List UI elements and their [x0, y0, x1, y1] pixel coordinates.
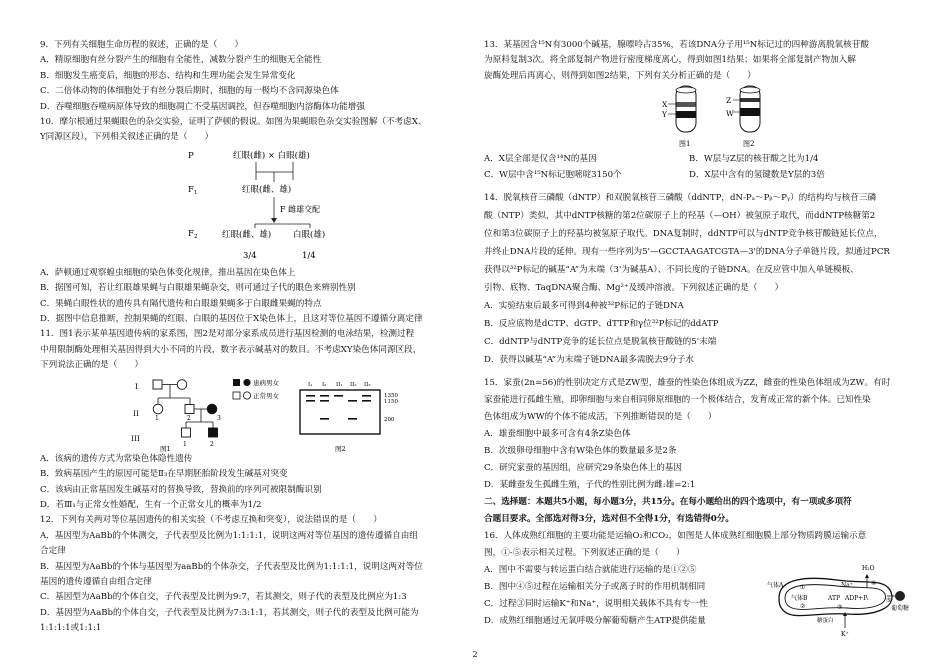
q13-fig1-caption: 图1 — [679, 140, 691, 149]
q16-n5: ⑤ — [886, 597, 892, 605]
q10-label-f2: F — [188, 228, 194, 239]
q11-stem-2: 中用限制酶处理相关基因得到大小不同的片段，数字表示碱基对的数目。不考虑XY染色体同源区段， — [40, 344, 422, 355]
q14-option-b: B．反应底物是dCTP、dGTP、dTTP和γ位³²P标记的ddATP — [484, 319, 719, 330]
q16-gas-a: 气体A — [767, 582, 784, 590]
q16-gas-b: 气体B — [791, 595, 808, 603]
q11-lane-4: II₂ — [350, 381, 357, 388]
q9-stem: 9．下列有关细胞生命历程的叙述，正确的是（ ） — [40, 40, 244, 50]
section2-heading-1: 二、选择题：本题共5小题，每小题3分，共15分。在每小题给出的四个选项中，有一项或多项符 — [484, 497, 852, 508]
q14-stem-4: 并终止DNA片段的延伸。现有一些序列为5'—GCCTAAGATCGTA—3'的DNA分子单链片段，拟通过PCR — [484, 247, 890, 258]
q16-n1: ① — [800, 584, 806, 592]
q11-stem-3: 下列说法正确的是（ ） — [40, 360, 144, 371]
q16-options — [484, 562, 764, 630]
q15-option-b: B．次级卵母细胞中含有W染色体的数量最多是2条 — [484, 446, 677, 457]
q9-option-d: D．吞噬细胞吞噬病原体导致的细胞凋亡不受基因调控，但吞噬细胞内溶酶体功能增强 — [40, 101, 365, 112]
q16-n2: ② — [800, 603, 806, 611]
q10-stem-1: 10．摩尔根通过果蝇眼色的杂交实验，证明了萨顿的假说。如图为果蝇眼色杂交实验图解（不考虑X、 — [40, 117, 427, 128]
q15-option-c: C．研究家蚕的基因组，应研究29条染色体上的基因 — [484, 463, 682, 474]
q10-cross-diagram — [40, 146, 465, 266]
q15-option-a: A．雄蚕细胞中最多可含有4条Z染色体 — [484, 429, 631, 440]
q10-option-d: D．据图中信息推断，控制果蝇的红眼、白眼的基因位于X染色体上，且这对等位基因不遵循分离定律 — [40, 314, 423, 325]
q11-lane-3: II₁ — [336, 381, 343, 388]
q11-stem-1: 11．图1表示某单基因遗传病的家系图，图2是对部分家系成员进行基因检测的电泳结果，检测过程 — [40, 329, 415, 340]
q10-f2-red: 红眼(雌、雄) — [222, 229, 272, 240]
q10-f1-phenotype: 红眼(雌、雄) — [242, 184, 292, 195]
q13-option-d: D．X层中含有的氢键数是Y层的3倍 — [689, 169, 825, 180]
q13-option-a: A．X层全部是仅含¹⁴N的基因 — [484, 154, 597, 165]
q10-option-a: A．萨顿通过观察蝗虫细胞的染色体变化规律，推出基因在染色体上 — [40, 267, 296, 278]
q11-figures — [40, 374, 465, 452]
q11-pedigree-gel-svg — [40, 374, 465, 452]
q14-stem-2: 酸（NTP）类似，其中dNTP核糖的第2位碳原子上的羟基（—OH）被氢原子取代，而ddNTP核糖第2 — [484, 211, 876, 222]
q16-water: H₂O — [862, 565, 875, 573]
q13-label-z: Z — [726, 96, 732, 106]
q12-option-a-2: 合定律 — [40, 546, 66, 557]
q14-stem-3: 位和第3位碳原子上的羟基均被氢原子取代。DNA复制时，ddNTP可以与dNTP竞争核苷酸链延长位点， — [484, 229, 883, 240]
q14-stem-1: 14．脱氧核苷三磷酸（dNTP）和双脱氧核苷三磷酸（ddNTP，dN-Pₐ～Pᵦ～Pᵧ）的结构均与核苷三磷 — [484, 193, 877, 204]
q11-legend-normal: 正常男女 — [253, 391, 279, 400]
q13-label-y: Y — [662, 110, 667, 120]
q16-adp: ADP+Pᵢ — [845, 595, 869, 603]
q9-option-c: C．二倍体动物的体细胞处于有丝分裂后期时，细胞的每一极均不含同源染色体 — [40, 86, 339, 97]
q12-option-d-1: D．基因型为AaBb的个体自交，子代表型及比例为7:3:1:1，若其测交，则子代的表型及比例可能为 — [40, 607, 419, 618]
q16-stem-2: 图，①-⑤表示相关过程。下列叙述正确的是（ ） — [484, 548, 685, 559]
q11-gen-3: III — [131, 433, 140, 443]
q14-stem-5: 获得以³²P标记的碱基“A”为末端（3'为碱基A）、不同长度的子链DNA。在反应管中加入单链模板、 — [484, 265, 859, 276]
q11-fig2-caption: 图2 — [335, 444, 346, 452]
q11-bp-200: 200 — [384, 416, 395, 423]
left-column — [40, 38, 465, 637]
q11-legend-affected: 患病男女 — [253, 378, 279, 387]
q11-pedigree-n1b: 1 — [183, 440, 187, 448]
q16-stem-1: 16．人体成熟红细胞的主要功能是运输O₂和CO₂，如图是人体成熟红细胞膜上部分物质跨膜运输示意 — [484, 531, 867, 542]
q13-stem-1: 13．某基因含¹⁵N有3000个碱基，腺嘌呤占35%，若该DNA分子用¹⁵N标记过的四种游离脱氧核苷酸 — [484, 40, 869, 50]
q13-fig2-caption: 图2 — [743, 140, 755, 149]
section2-heading-2: 合题目要求。全部选对得3分，选对但不全得1分，有选错得0分。 — [484, 514, 734, 525]
q11-pedigree-n2: 2 — [187, 414, 191, 422]
q13-label-w: W — [726, 109, 734, 119]
q16-k: K⁺ — [841, 631, 849, 639]
q11-option-b: B．致病基因产生的原因可能是Ⅱ₃在早期胚胎阶段发生碱基对突变 — [40, 469, 288, 480]
q11-lane-1: I₁ — [308, 381, 313, 388]
q16-n3: ③ — [837, 604, 843, 612]
q13-label-x: X — [662, 100, 668, 110]
q10-ratio-red: 3/4 — [243, 250, 257, 261]
q10-stem-2: Y同源区段），下列相关叙述正确的是（ ） — [40, 132, 214, 143]
q11-option-d: D．若Ⅲ₁与正常女性婚配，生有一个正常女儿的概率为1/2 — [40, 499, 262, 510]
q12-option-b-2: 基因的遗传遵循自由组合定律 — [40, 576, 152, 587]
q16-glycoprotein: 糖蛋白 — [817, 618, 834, 625]
q11-lane-2: I₂ — [322, 381, 327, 388]
q12-stem: 12．下列有关两对等位基因遗传的相关实验（不考虑互换和突变），说法错误的是（ ） — [40, 515, 382, 526]
q13-options-row-2 — [484, 168, 914, 183]
q11-option-a: A．该病的遗传方式为常染色体隐性遗传 — [40, 453, 193, 464]
q11-pedigree-n2b: 2 — [210, 440, 214, 448]
q12-option-b-1: B．基因型为AaBb的个体与基因型为aaBb的个体杂交，子代表型及比例为1:1:1:1，说明这两对等位 — [40, 561, 423, 572]
q10-label-f2-sub: 2 — [194, 233, 198, 240]
q11-bp-1150: 1150 — [384, 398, 398, 405]
q14-option-d: D．获得以碱基“A”为末端子链DNA最多需脱去9分子水 — [484, 355, 694, 366]
q13-stem-3: 旋酶处理后再离心，则得到如图2结果，下列有关分析正确的是（ ） — [484, 70, 756, 81]
q15-option-d: D．某雌蚕发生孤雌生殖，子代的性别比例为雌:雄=2:1 — [484, 480, 696, 491]
q15-stem-3: 色体组成为WW的个体不能成活，下列推断错误的是（ ） — [484, 412, 717, 423]
q10-cross-svg — [40, 146, 465, 266]
q16-membrane-transport-svg — [767, 554, 914, 640]
q16-atp: ATP — [828, 595, 841, 603]
q13-tubes-svg — [484, 84, 914, 152]
q16-block — [484, 562, 914, 639]
q16-na: Na⁺ — [841, 582, 853, 590]
q10-label-f1-sub: 1 — [194, 189, 198, 196]
q16-n4: ④ — [871, 580, 877, 588]
q13-stem-2: 为原料复制3次。将全部复制产物进行密度梯度离心，得到如图1结果；如果将全部复制产物加入解 — [484, 55, 856, 66]
q10-label-f1: F — [188, 184, 194, 195]
q10-label-p: P — [188, 150, 194, 161]
q16-glucose: 葡萄糖 — [891, 605, 910, 613]
q12-option-c-1: C．基因型为AaBb的个体自交，子代表型及比例为9:7，若其测交，则子代的表型及比例应为1:3 — [40, 592, 407, 603]
q13-option-c: C．W层中含¹⁵N标记胞嘧啶3150个 — [484, 169, 622, 180]
q11-lane-5: II₃ — [364, 381, 371, 388]
right-column — [484, 38, 914, 639]
q10-cross-label: F 雌雄交配 — [280, 204, 321, 214]
q14-option-a: A．实验结束后最多可得到4种被³²P标记的子链DNA — [484, 301, 684, 312]
q13-option-b: B．W层与Z层的核苷酸之比为1/4 — [689, 154, 819, 165]
q11-fig1-caption: 图1 — [160, 444, 171, 452]
q16-option-b: B．图中④⑤过程在运输相关分子或离子时的作用机制相同 — [484, 582, 706, 593]
q10-option-b: B．据图可知，若让红眼雄果蝇与白眼雄果蝇杂交，则可通过子代的眼色来辨别性别 — [40, 283, 356, 294]
q10-ratio-white: 1/4 — [302, 250, 316, 261]
q16-option-d: D．成熟红细胞通过无氧呼吸分解葡萄糖产生ATP提供能量 — [484, 616, 706, 627]
q16-option-a: A．图中不需要与转运蛋白结合就能进行运输的是①②⑤ — [484, 565, 697, 576]
q11-gen-1: I — [135, 381, 138, 391]
q10-p-cross: 红眼(雌) × 白眼(雄) — [233, 150, 310, 161]
q14-option-c: C．ddNTP与dNTP竞争的延长位点是脱氧核苷酸链的5'末端 — [484, 337, 717, 348]
q12-option-d-2: 1:1:1:1或1:1:1 — [40, 623, 102, 634]
q12-option-a-1: A．基因型为AaBb的个体测交，子代表型及比例为1:1:1:1，说明这两对等位基因的遗传遵循自由组 — [40, 530, 418, 541]
q15-stem-1: 15．家蚕(2n=56)的性别决定方式是ZW型，雄蚕的性染色体组成为ZZ，雌蚕的性染色体组成为ZW。有时 — [484, 378, 891, 389]
q15-stem-2: 家蚕能进行孤雌生殖，即卵细胞与来自相同卵原细胞的一个极体结合，发育成正常的新个体。已知性染 — [484, 395, 871, 406]
page-number: 2 — [472, 650, 478, 659]
q11-option-c: C．该病由正常基因发生碱基对的替换导致，替换前的序列可被限制酶识别 — [40, 484, 322, 495]
q13-centrifuge-figures — [484, 84, 914, 152]
q11-pedigree-n3: 3 — [217, 414, 221, 422]
q10-f2-white: 白眼(雄) — [293, 229, 326, 240]
q16-option-c: C．过程③同时运输K⁺和Na⁺，说明相关载体不具有专一性 — [484, 599, 708, 610]
q11-pedigree-n1: 1 — [155, 414, 159, 422]
q10-option-c: C．果蝇白眼性状的遗传具有隔代遗传和白眼雄果蝇多于白眼雌果蝇的特点 — [40, 298, 322, 309]
q11-gen-2: II — [133, 408, 139, 418]
q9-option-a: A．精原细胞有丝分裂产生的细胞有全能性，减数分裂产生的细胞无全能性 — [40, 55, 322, 66]
q9-option-b: B．细胞发生癌变后，细胞的形态、结构和生理功能会发生异常变化 — [40, 70, 296, 81]
q13-options-row-1 — [484, 152, 914, 167]
q14-stem-6: 引物、底物、TaqDNA聚合酶、Mg²⁺及缓冲溶液。下列叙述正确的是（ ） — [484, 283, 784, 294]
q11-bp-1350: 1350 — [384, 392, 398, 399]
